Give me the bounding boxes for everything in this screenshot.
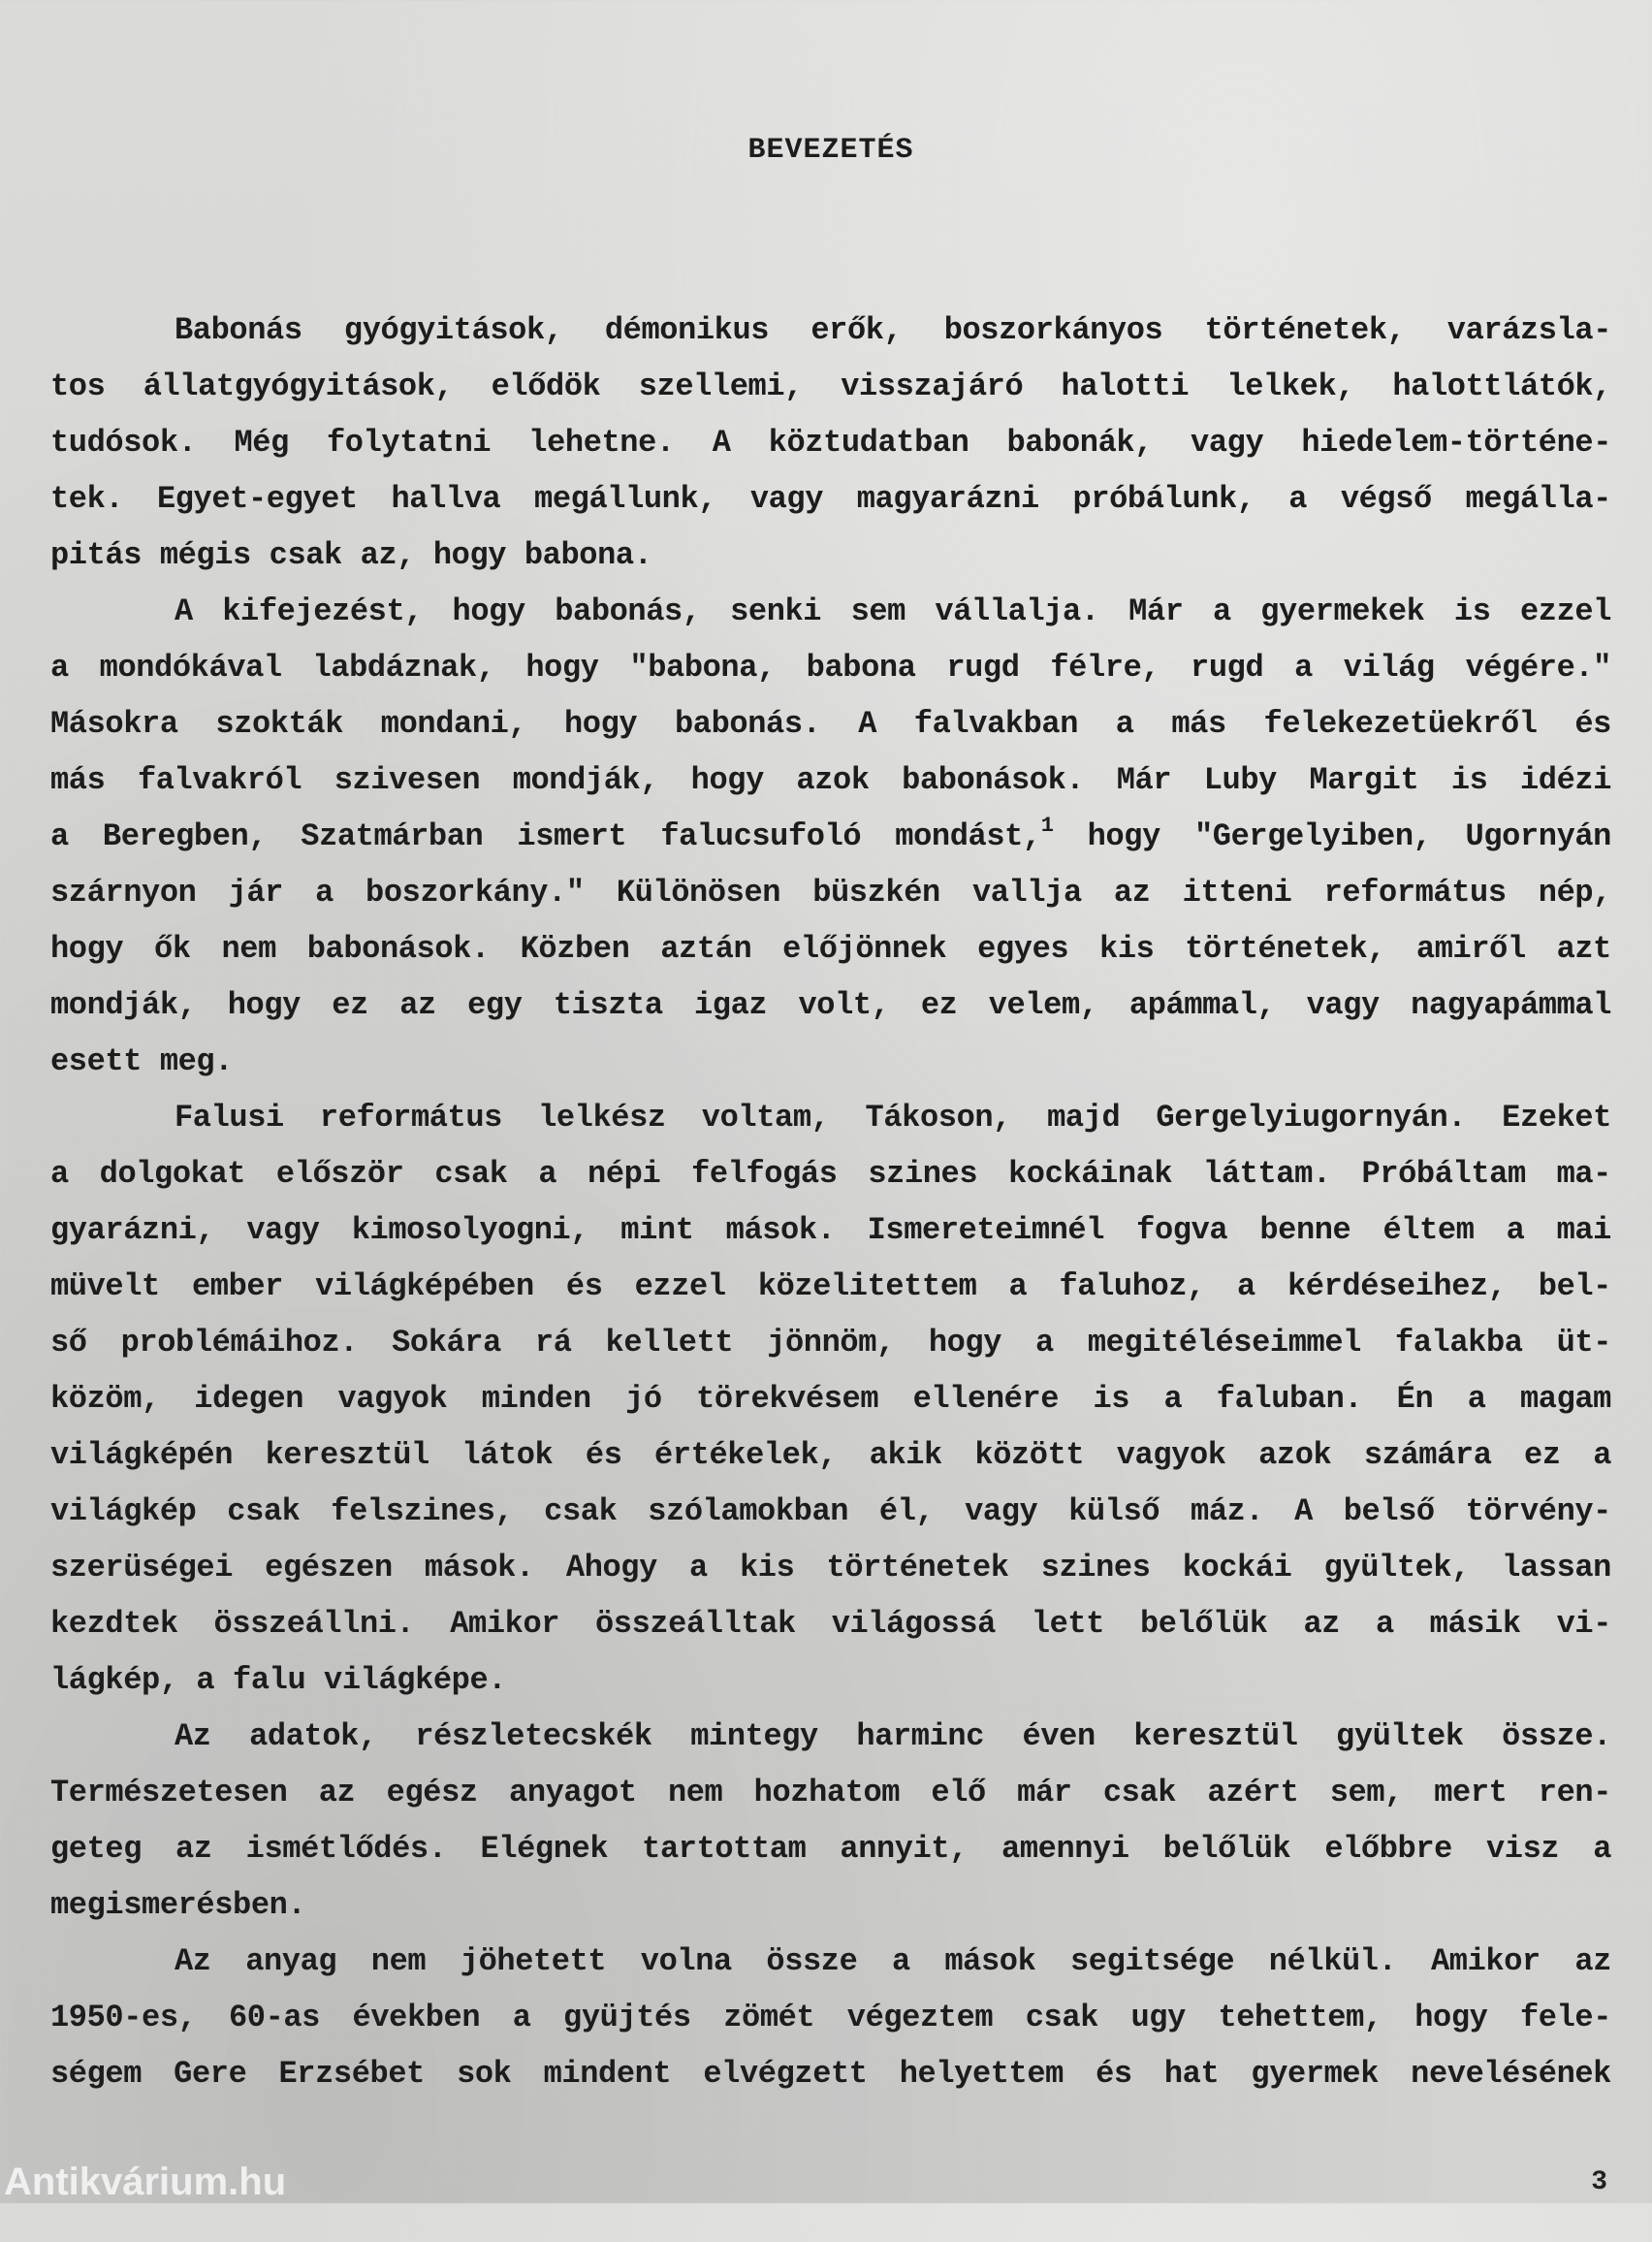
text-line: közöm, idegen vagyok minden jó törekvésem ellenére is a faluban. Én a magam bbox=[50, 1381, 1611, 1417]
footnote-line-tail: hogy "Gergelyiben, Ugornyán bbox=[1053, 818, 1611, 854]
text-line: szerüségei egészen mások. Ahogy a kis történetek szines kockái gyültek, lassan bbox=[50, 1550, 1611, 1585]
text-line: a mondókával labdáznak, hogy "babona, babona rugd félre, rugd a világ végére." bbox=[50, 650, 1611, 686]
text-line: lágkép, a falu világképe. bbox=[50, 1662, 507, 1698]
text-line: 1950-es, 60-as években a gyüjtés zömét végeztem csak ugy tehettem, hogy fele- bbox=[50, 2000, 1611, 2035]
text-line: megismerésben. bbox=[50, 1887, 306, 1923]
paragraph-3 bbox=[50, 1090, 1611, 1709]
text-line: ségem Gere Erzsébet sok mindent elvégzett helyettem és hat gyermek nevelésének bbox=[50, 2056, 1611, 2092]
text-line: müvelt ember világképében és ezzel közelitettem a faluhoz, a kérdéseihez, bel- bbox=[50, 1268, 1611, 1304]
text-line: világkép csak felszines, csak szólamokban él, vagy külső máz. A belső törvény- bbox=[50, 1493, 1611, 1529]
text-line: gyarázni, vagy kimosolyogni, mint mások. Ismereteimnél fogva benne éltem a mai bbox=[50, 1212, 1611, 1248]
text-line: Másokra szokták mondani, hogy babonás. A falvakban a más felekezetüekről és bbox=[50, 706, 1611, 742]
text-line: Falusi református lelkész voltam, Tákoson, majd Gergelyiugornyán. Ezeket bbox=[175, 1100, 1611, 1136]
watermark: Antikvárium.hu bbox=[4, 2161, 287, 2203]
text-line: világképén keresztül látok és értékelek, akik között vagyok azok számára ez a bbox=[50, 1437, 1611, 1473]
footnote-line-head: a Beregben, Szatmárban ismert falucsufoló mondást, bbox=[50, 818, 1041, 854]
text-line: Babonás gyógyitások, démonikus erők, boszorkányos történetek, varázsla- bbox=[175, 312, 1611, 348]
text-line: Az adatok, részletecskék mintegy harminc éven keresztül gyültek össze. bbox=[175, 1718, 1611, 1754]
text-line: esett meg. bbox=[50, 1043, 234, 1079]
text-line: Az anyag nem jöhetett volna össze a mások segitsége nélkül. Amikor az bbox=[175, 1943, 1611, 1979]
paragraph-2 bbox=[50, 584, 1611, 1090]
text-line: szárnyon jár a boszorkány." Különösen büszkén vallja az itteni református nép, bbox=[50, 875, 1611, 911]
page-title: BEVEZETÉS bbox=[747, 134, 914, 167]
text-line: Természetesen az egész anyagot nem hozhatom elő már csak azért sem, mert ren- bbox=[50, 1775, 1611, 1810]
text-line: mondják, hogy ez az egy tiszta igaz volt, ez velem, apámmal, vagy nagyapámmal bbox=[50, 987, 1611, 1023]
text-line: a dolgokat először csak a népi felfogás szines kockáinak láttam. Próbáltam ma- bbox=[50, 1156, 1611, 1192]
text-line: ső problémáihoz. Sokára rá kellett jönnöm, hogy a megitéléseimmel falakba üt- bbox=[50, 1325, 1611, 1361]
text-line-with-footnote bbox=[50, 809, 1611, 865]
paragraph-1 bbox=[50, 303, 1611, 584]
footnote-marker[interactable]: 1 bbox=[1040, 814, 1054, 838]
text-line: geteg az ismétlődés. Elégnek tartottam annyit, amennyi belőlük előbbre visz a bbox=[50, 1831, 1611, 1867]
text-line: hogy ők nem babonások. Közben aztán előjönnek egyes kis történetek, amiről azt bbox=[50, 931, 1611, 967]
text-line: kezdtek összeállni. Amikor összeálltak világossá lett belőlük az a másik vi- bbox=[50, 1606, 1611, 1642]
text-line: A kifejezést, hogy babonás, senki sem vállalja. Már a gyermekek is ezzel bbox=[175, 593, 1611, 629]
document-page bbox=[50, 134, 1611, 2102]
text-line: tek. Egyet-egyet hallva megállunk, vagy magyarázni próbálunk, a végső megálla- bbox=[50, 481, 1611, 517]
text-line: pitás mégis csak az, hogy babona. bbox=[50, 537, 652, 573]
text-line: tudósok. Még folytatni lehetne. A köztudatban babonák, vagy hiedelem-történe- bbox=[50, 425, 1611, 461]
paragraph-5 bbox=[50, 1934, 1611, 2102]
text-line: tos állatgyógyitások, elődök szellemi, visszajáró halotti lelkek, halottlátók, bbox=[50, 368, 1611, 404]
text-line: más falvakról szivesen mondják, hogy azok babonások. Már Luby Margit is idézi bbox=[50, 762, 1611, 798]
paragraph-4 bbox=[50, 1709, 1611, 1934]
page-number: 3 bbox=[1591, 2167, 1607, 2197]
